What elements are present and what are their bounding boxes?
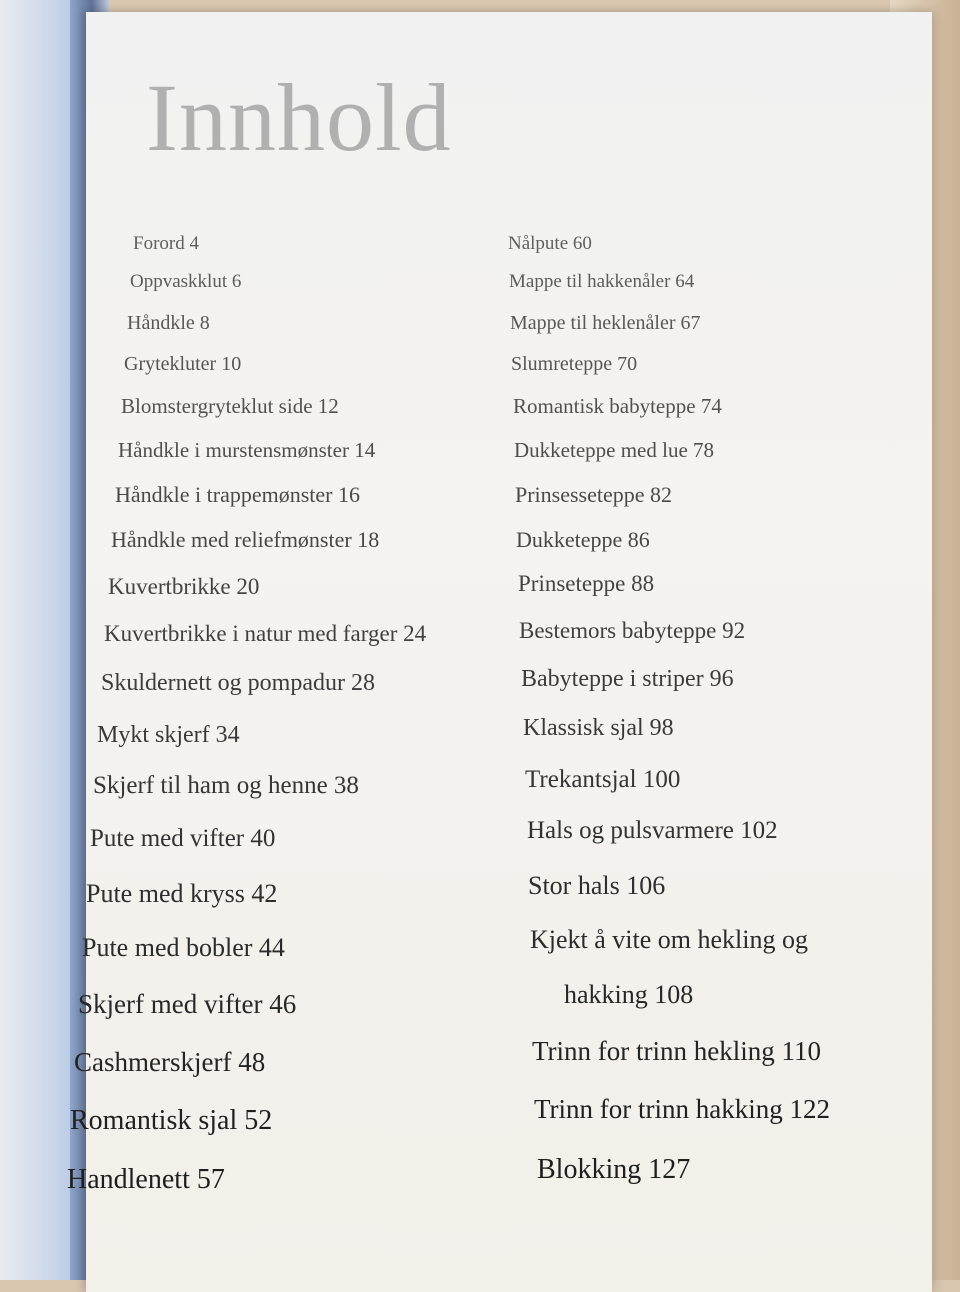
toc-entry-title: Mappe til hakkenåler: [509, 271, 671, 292]
toc-entry-title: Skjerf til ham og henne: [93, 772, 328, 799]
toc-entry-title: Prinseteppe: [518, 571, 626, 596]
toc-entry-page-number: 122: [789, 1094, 830, 1124]
toc-entry-title: Kuvertbrikke: [108, 574, 231, 599]
toc-entry: [532, 1038, 821, 1065]
toc-entry-page-number: 46: [269, 989, 297, 1019]
toc-entry-page-number: 14: [354, 438, 376, 462]
toc-entry: [530, 927, 808, 953]
toc-entry-page-number: 40: [250, 825, 276, 852]
toc-entry-page-number: 92: [722, 618, 746, 643]
toc-entry-page-number: 6: [231, 271, 242, 292]
toc-entry-title: Trekantsjal: [525, 766, 637, 793]
toc-entry-page-number: 34: [215, 722, 240, 748]
toc-entry: [519, 619, 745, 642]
toc-entry-title: Mappe til heklenåler: [510, 312, 676, 334]
toc-entry: [101, 671, 375, 695]
toc-entry-title: Romantisk babyteppe: [513, 394, 696, 418]
toc-entry: [74, 1049, 265, 1076]
toc-entry-title: Slumreteppe: [511, 353, 613, 375]
toc-entry-title: Pute med vifter: [90, 825, 245, 852]
toc-entry-title: hakking: [564, 980, 648, 1009]
toc-entry-title: Skjerf med vifter: [78, 989, 263, 1019]
toc-entry-title: Trinn for trinn hekling: [532, 1036, 775, 1066]
toc-entry-page-number: 86: [627, 527, 650, 552]
toc-entry-page-number: 78: [693, 438, 715, 462]
toc-entry: [515, 484, 672, 506]
toc-entry-page-number: 12: [317, 394, 339, 418]
toc-entry-page-number: 10: [221, 353, 242, 375]
toc-entry-page-number: 4: [189, 233, 199, 254]
toc-entry-title: Håndkle med reliefmønster: [111, 527, 352, 552]
toc-entry: [513, 396, 722, 417]
toc-entry-title: Bestemors babyteppe: [519, 618, 717, 643]
toc-entry: [118, 440, 375, 461]
toc-entry: [523, 716, 674, 740]
toc-entry: [564, 982, 693, 1008]
toc-entry: [124, 354, 241, 374]
toc-entry: [510, 313, 701, 333]
toc-entry-page-number: 38: [333, 772, 359, 799]
toc-entry-page-number: 20: [236, 574, 260, 599]
toc-entry: [121, 396, 339, 417]
toc-entry-page-number: 8: [199, 312, 210, 334]
toc-entry: [537, 1156, 690, 1184]
toc-entry-title: Pute med bobler: [82, 933, 253, 962]
toc-entry: [108, 575, 259, 598]
toc-entry-page-number: 106: [626, 871, 666, 900]
toc-entry-page-number: 57: [196, 1164, 225, 1195]
toc-entry-title: Håndkle i trappemønster: [115, 482, 333, 507]
toc-entry: [514, 440, 714, 461]
toc-entry: [82, 935, 285, 961]
toc-entry: [70, 1107, 272, 1135]
toc-entry-page-number: 88: [631, 571, 655, 596]
toc-entry-page-number: 48: [238, 1047, 266, 1077]
toc-entry-page-number: 108: [654, 980, 694, 1009]
toc-entry-page-number: 24: [403, 621, 427, 646]
page-title: Innhold: [146, 64, 452, 171]
toc-entry-page-number: 60: [572, 233, 592, 254]
toc-entry-page-number: 98: [649, 715, 674, 741]
toc-entry-title: Klassisk sjal: [523, 715, 644, 741]
toc-entry-title: Nålpute: [508, 233, 569, 254]
toc-entry: [133, 234, 199, 253]
toc-entry: [534, 1096, 830, 1123]
toc-entry-title: Babyteppe i striper: [521, 666, 704, 692]
toc-entry-title: Kuvertbrikke i natur med farger: [104, 621, 398, 646]
toc-entry-title: Dukketeppe: [516, 527, 623, 552]
toc-entry: [521, 667, 734, 691]
toc-entry: [115, 484, 360, 506]
toc-entry-page-number: 96: [709, 666, 734, 692]
toc-entry: [67, 1166, 225, 1194]
toc-entry: [93, 773, 359, 798]
toc-entry-page-number: 44: [258, 933, 285, 962]
toc-entry: [130, 272, 241, 291]
toc-entry-page-number: 18: [357, 527, 380, 552]
toc-entry: [527, 818, 778, 843]
toc-entry: [127, 313, 210, 333]
toc-entry-title: Dukketeppe med lue: [514, 438, 688, 462]
toc-entry-title: Romantisk sjal: [70, 1105, 238, 1136]
toc-entry-title: Handlenett: [67, 1164, 190, 1195]
toc-entry-title: Trinn for trinn hakking: [534, 1094, 783, 1124]
toc-entry: [509, 272, 694, 291]
toc-entry-page-number: 127: [648, 1154, 691, 1185]
toc-entry-page-number: 64: [675, 271, 695, 292]
toc-entry: [525, 767, 680, 792]
toc-entry-page-number: 70: [617, 353, 638, 375]
toc-entry: [90, 826, 275, 851]
toc-entry-page-number: 28: [350, 670, 375, 696]
toc-entry: [508, 234, 592, 253]
toc-entry: [518, 572, 654, 595]
toc-entry-title: Pute med kryss: [86, 879, 245, 908]
toc-entry: [86, 881, 277, 907]
toc-entry-page-number: 102: [740, 817, 778, 844]
toc-entry: [97, 723, 240, 747]
toc-entry-page-number: 100: [642, 766, 681, 793]
toc-entry: [516, 529, 650, 551]
toc-entry-page-number: 16: [338, 482, 360, 507]
toc-entry: [111, 529, 379, 551]
toc-entry-title: Oppvaskklut: [130, 271, 228, 292]
toc-entry-page-number: 82: [650, 482, 673, 507]
toc-entry-page-number: 52: [244, 1105, 273, 1136]
toc-entry-page-number: 42: [251, 879, 278, 908]
toc-entry-title: Stor hals: [528, 871, 620, 900]
toc-entry-title: Skuldernett og pompadur: [101, 670, 345, 696]
toc-entry-title: Hals og pulsvarmere: [527, 817, 734, 844]
toc-entry-title: Grytekluter: [124, 353, 217, 375]
toc-entry-page-number: 67: [680, 312, 701, 334]
toc-entry-title: Kjekt å vite om hekling og: [530, 925, 809, 954]
toc-entry-title: Håndkle i murstensmønster: [118, 438, 349, 462]
toc-entry-title: Prinsesseteppe: [515, 482, 645, 507]
toc-entry-title: Forord: [133, 233, 185, 254]
toc-entry-title: Håndkle: [127, 312, 195, 334]
toc-entry-page-number: 74: [700, 394, 722, 418]
toc-entry: [104, 622, 426, 645]
toc-entry: [78, 991, 296, 1018]
toc-entry: [528, 873, 665, 899]
toc-entry: [511, 354, 637, 374]
toc-entry-page-number: 110: [781, 1036, 821, 1066]
toc-entry-title: Blokking: [537, 1154, 642, 1185]
toc-entry-title: Cashmerskjerf: [74, 1047, 232, 1077]
toc-entry-title: Blomstergryteklut side: [121, 394, 313, 418]
toc-entry-title: Mykt skjerf: [97, 722, 210, 748]
